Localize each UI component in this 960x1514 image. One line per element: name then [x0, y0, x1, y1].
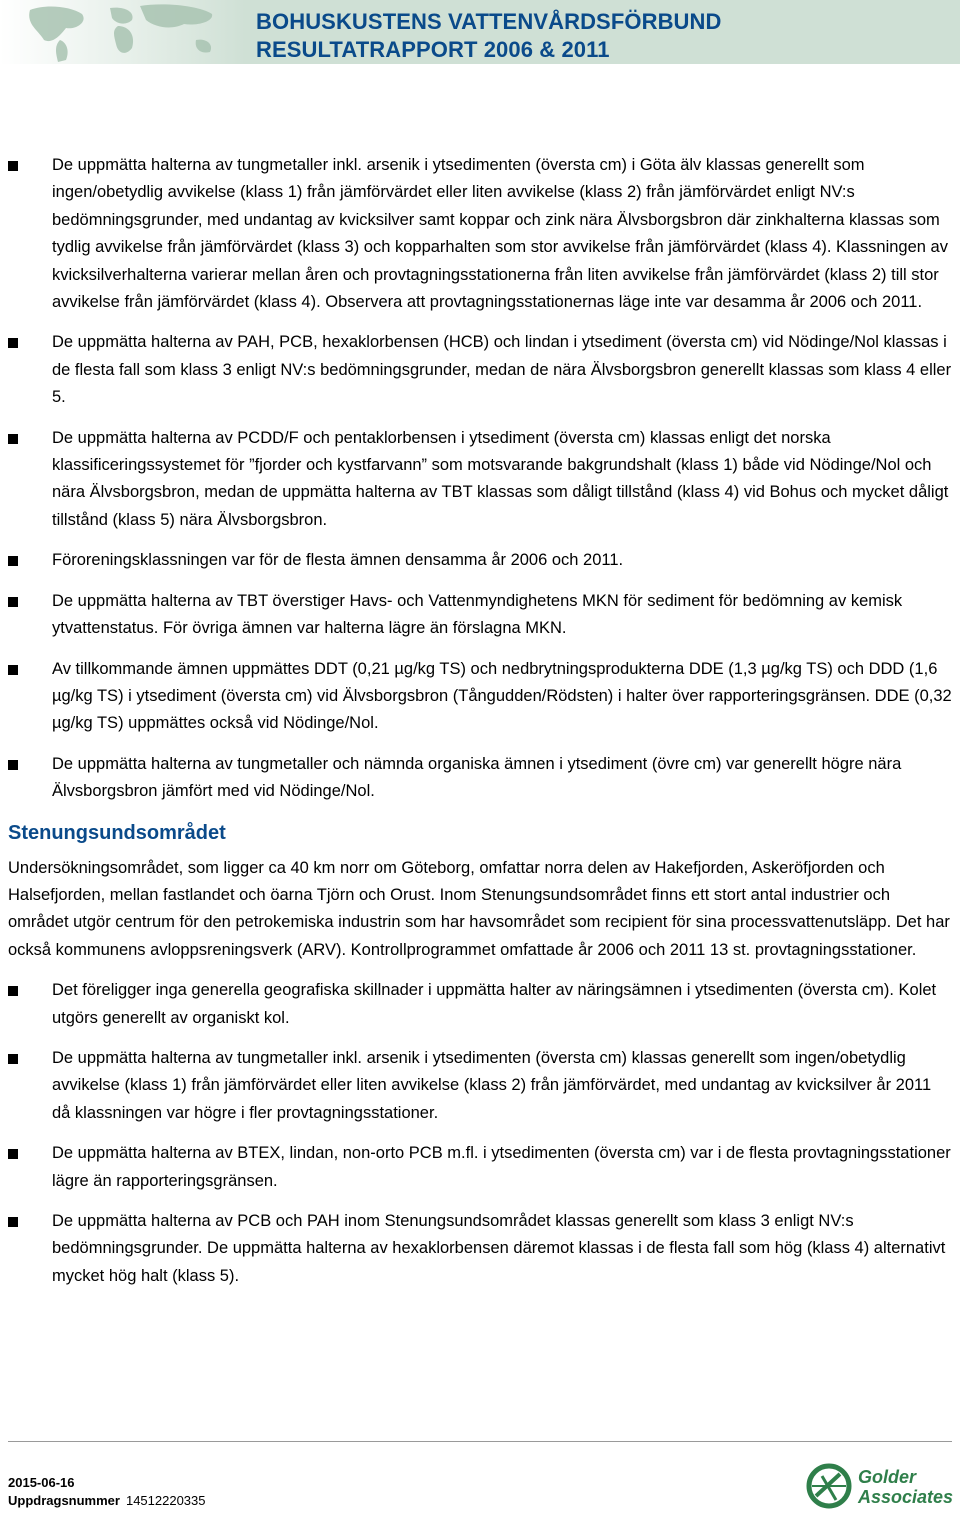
order-number-value: 14512220335 [125, 1493, 206, 1508]
section-heading: Stenungsundsområdet [8, 821, 226, 844]
section-paragraph: Undersökningsområdet, som ligger ca 40 km norr om Göteborg, omfattar norra delen av Hakefjorden, Askeröfjorden och Halsefjorden, mellan fastlandet och öarna Tjörn och Orust. Inom Stenungsundsområdet finns ett stort antal industrier och området utgör centrum för den petrokemiska industrin som har havsområdet som recipient för sina processvattenutsläpp. Det har också kommunens avloppsreningsverk (ARV). Kontrollprogrammet omfattade år 2006 och 2011 13 st. provtagningsstationer. [8, 858, 950, 959]
bullet-text: De uppmätta halterna av PCB och PAH inom Stenungsundsområdet klassas generellt som klass 3 enligt NV:s bedömningsgrunder. De uppmätta halterna av hexaklorbensen däremot klassas i de flesta fall som hög (klass 4) alternativt mycket hög halt (klass 5). [52, 1212, 946, 1285]
order-number-label: Uppdragsnummer [8, 1493, 120, 1508]
list-item [8, 1045, 952, 1127]
bullet-square-icon [8, 986, 18, 996]
bullet-text: De uppmätta halterna av tungmetaller inkl. arsenik i ytsedimenten (översta cm) i Göta älv klassas generellt som ingen/obetydlig avvikelse (klass 1) från jämförvärdet eller liten avvikelse (klass 2) från jämförvärdet enligt NV:s bedömningsgrunder, med undantag av kvicksilver samt koppar och zink nära Älvsborgsbron där zinkhalterna klassas som tydlig avvikelse från jämförvärdet (klass 3) och kopparhalten som stor avvikelse från jämförvärdet (klass 4). Klassningen av kvicksilverhalterna varierar mellan åren och provtagningsstationerna från liten avvikelse från jämförvärdet (klass 2) till stor avvikelse från jämförvärdet (klass 4). Observera att provtagningsstationernas läge inte var desamma år 2006 och 2011. [52, 156, 948, 312]
list-item [8, 547, 952, 574]
organization-title: BOHUSKUSTENS VATTENVÅRDSFÖRBUND [256, 9, 722, 34]
bullet-list-gota-alv [8, 152, 952, 806]
bullet-square-icon [8, 597, 18, 607]
list-item [8, 1140, 952, 1195]
globe-logo-icon [806, 1462, 852, 1510]
bullet-text: Det föreligger inga generella geografiska skillnader i uppmätta halter av näringsämnen i ytsedimenten (översta cm). Kolet utgörs generellt av organiskt kol. [52, 981, 937, 1027]
list-item [8, 977, 952, 1032]
bullet-text: De uppmätta halterna av PCDD/F och pentaklorbensen i ytsediment (översta cm) klassas enligt det norska klassificeringssystemet för ”fjorder och kystfarvann” som motsvarande bakgrundshalt (klass 1) både vid Nödinge/Nol och nära Älvsborgsbron, medan de uppmätta halterna av TBT klassas som dåligt tillstånd (klass 4) vid Bohus och mycket dåligt tillstånd (klass 5) nära Älvsborgsbron. [52, 428, 949, 529]
world-map-banner [0, 0, 245, 64]
bullet-text: Av tillkommande ämnen uppmättes DDT (0,21 µg/kg TS) och nedbrytningsprodukterna DDE (1,3 µg/kg TS) och DDD (1,6 µg/kg TS) i ytsediment (översta cm) vid Älvsborgsbron (Tångudden/Rödsten) i halter över rapporteringsgränsen. DDE (0,32 µg/kg TS) uppmättes också vid Nödinge/Nol. [52, 659, 952, 733]
bullet-square-icon [8, 434, 18, 444]
logo-text-associates: Associates [858, 1487, 954, 1507]
bullet-square-icon [8, 556, 18, 566]
bullet-text: Föroreningsklassningen var för de flesta ämnen densamma år 2006 och 2011. [52, 551, 624, 570]
bullet-square-icon [8, 338, 18, 348]
footer-divider [8, 1441, 952, 1442]
world-map-icon [0, 0, 245, 64]
golder-associates-logo [806, 1460, 952, 1514]
list-item [8, 152, 952, 316]
list-item [8, 425, 952, 535]
list-item [8, 329, 952, 411]
bullet-square-icon [8, 1149, 18, 1159]
bullet-square-icon [8, 760, 18, 770]
bullet-square-icon [8, 1054, 18, 1064]
footer-info [8, 1474, 206, 1510]
list-item [8, 751, 952, 806]
page-header [0, 0, 960, 70]
bullet-square-icon [8, 665, 18, 675]
footer-date: 2015-06-16 [8, 1475, 75, 1490]
list-item [8, 656, 952, 738]
bullet-square-icon [8, 161, 18, 171]
bullet-text: De uppmätta halterna av BTEX, lindan, non-orto PCB m.fl. i ytsedimenten (översta cm) var i de flesta provtagningsstationer lägre än rapporteringsgränsen. [52, 1144, 951, 1190]
logo-text-golder: Golder [858, 1467, 917, 1487]
document-body [8, 152, 952, 1303]
bullet-text: De uppmätta halterna av PAH, PCB, hexaklorbensen (HCB) och lindan i ytsediment (översta cm) vid Nödinge/Nol klassas i de flesta fall som klass 3 enligt NV:s bedömningsgrunder, medan de nära Älvsborgsbron generellt klassas som klass 4 eller 5. [52, 333, 952, 407]
bullet-list-stenungsund [8, 977, 952, 1290]
report-title: RESULTATRAPPORT 2006 & 2011 [256, 37, 610, 62]
bullet-text: De uppmätta halterna av TBT överstiger Havs- och Vattenmyndighetens MKN för sediment för bedömning av kemisk ytvattenstatus. För övriga ämnen var halterna lägre än förslagna MKN. [52, 591, 903, 638]
list-item [8, 1208, 952, 1290]
bullet-text: De uppmätta halterna av tungmetaller inkl. arsenik i ytsedimenten (översta cm) klassas generellt som ingen/obetydlig avvikelse (klass 1) från jämförvärdet eller liten avvikelse (klass 2) från jämförvärdet, med undantag av kvicksilver år 2011 då klassningen var högre i fler provtagningsstationer. [52, 1048, 932, 1122]
list-item [8, 588, 952, 643]
bullet-square-icon [8, 1217, 18, 1227]
bullet-text: De uppmätta halterna av tungmetaller och nämnda organiska ämnen i ytsediment (övre cm) var generellt högre nära Älvsborgsbron jämfört med vid Nödinge/Nol. [52, 754, 902, 801]
